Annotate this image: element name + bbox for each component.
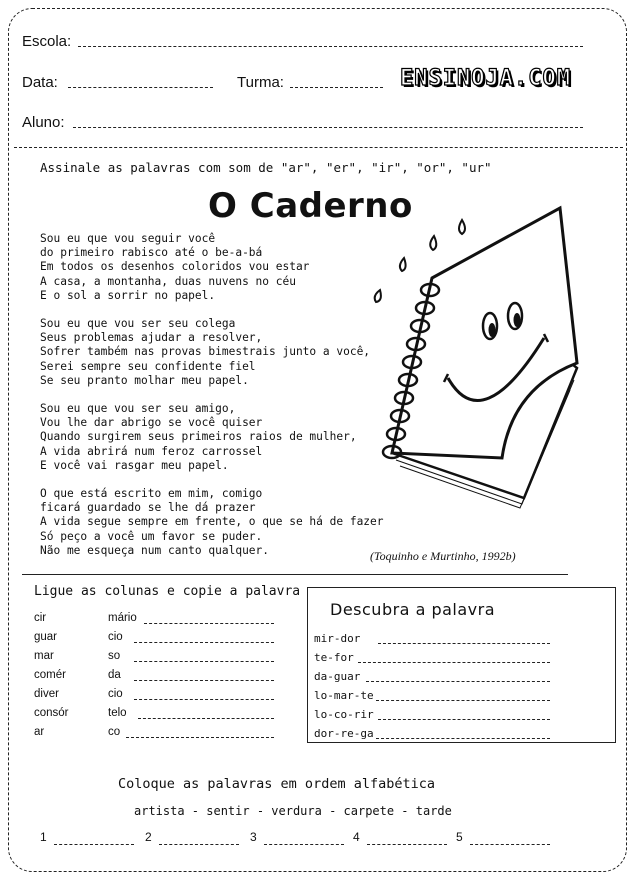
poem-line: Sofrer também nas provas bimestrais junto a você, — [40, 345, 371, 359]
descubra-answer-line[interactable] — [358, 662, 550, 663]
header-divider — [14, 147, 623, 148]
alfabetica-answer-line[interactable] — [470, 844, 550, 845]
ligue-right-column — [108, 612, 137, 745]
smiling-notebook-illustration — [352, 198, 582, 518]
data-field[interactable] — [68, 87, 213, 88]
poem-line: Em todos os desenhos coloridos vou estar — [40, 260, 310, 274]
ligue-right-item: mário — [108, 612, 137, 624]
poem-line: E o sol a sorrir no papel. — [40, 288, 216, 302]
descubra-item: te-for — [314, 651, 354, 664]
ligue-answer-line[interactable] — [126, 737, 274, 738]
descubra-item: lo-mar-te — [314, 689, 374, 702]
ligue-title: Ligue as colunas e copie a palavra — [34, 584, 301, 599]
descubra-title: Descubra a palavra — [330, 600, 496, 619]
alfabetica-answer-line[interactable] — [159, 844, 239, 845]
ligue-right-item: cio — [108, 688, 123, 700]
poem-body — [40, 232, 384, 572]
poem-line: E você vai rasgar meu papel. — [40, 458, 229, 472]
poem-line: Sou eu que vou ser seu colega — [40, 317, 236, 331]
ligue-left-item: mar — [34, 650, 54, 662]
answer-number: 1 — [40, 830, 47, 844]
poem-credit: (Toquinho e Murtinho, 1992b) — [370, 549, 516, 563]
poem-line: Vou lhe dar abrigo se você quiser — [40, 416, 263, 430]
poem-line: A vida abrirá num feroz carrossel — [40, 444, 263, 458]
turma-field[interactable] — [290, 87, 383, 88]
descubra-item: lo-co-rir — [314, 708, 374, 721]
poem-line: Sou eu que vou ser seu amigo, — [40, 402, 236, 416]
poem-line: A vida segue sempre em frente, o que se há de fazer — [40, 515, 384, 529]
descubra-answer-line[interactable] — [376, 738, 550, 739]
poem-line: ficará guardado se lhe dá prazer — [40, 501, 256, 515]
section-divider — [22, 574, 568, 575]
ligue-answer-line[interactable] — [138, 718, 274, 719]
poem-line: Só peço a você um favor se puder. — [40, 529, 263, 543]
ligue-left-item: consór — [34, 707, 69, 719]
poem-line: O que está escrito em mim, comigo — [40, 487, 263, 501]
escola-label: Escola: — [22, 33, 72, 50]
poem-title: O Caderno — [208, 186, 413, 226]
poem-line: Quando surgirem seus primeiros raios de mulher, — [40, 430, 357, 444]
ligue-left-item: comér — [34, 669, 66, 681]
descubra-item: da-guar — [314, 670, 361, 683]
poem-stanza — [40, 232, 384, 303]
descubra-item: dor-re-ga — [314, 727, 374, 740]
ligue-left-item: cir — [34, 612, 47, 624]
descubra-list — [314, 632, 374, 746]
poem-stanza — [40, 402, 384, 473]
descubra-answer-line[interactable] — [378, 643, 550, 644]
ligue-right-item: telo — [108, 707, 127, 719]
alfabetica-answer-line[interactable] — [264, 844, 344, 845]
alfabetica-words: artista - sentir - verdura - carpete - tarde — [134, 804, 452, 818]
poem-line: Seus problemas ajudar a resolver, — [40, 331, 263, 345]
escola-field[interactable] — [78, 46, 583, 47]
answer-number: 5 — [456, 830, 463, 844]
ligue-right-item: so — [108, 650, 121, 662]
answer-number: 2 — [145, 830, 152, 844]
ligue-answer-line[interactable] — [134, 642, 274, 643]
ligue-left-column — [34, 612, 69, 745]
ligue-answer-line[interactable] — [134, 680, 274, 681]
poem-line: A casa, a montanha, duas nuvens no céu — [40, 274, 296, 288]
aluno-field[interactable] — [73, 127, 583, 128]
descubra-answer-line[interactable] — [366, 681, 550, 682]
ligue-answer-line[interactable] — [134, 661, 274, 662]
ligue-left-item: ar — [34, 726, 45, 738]
ligue-answer-line[interactable] — [134, 699, 274, 700]
ligue-answer-line[interactable] — [144, 623, 274, 624]
ensinoja-logo: ENSINOJA.COM — [400, 66, 571, 91]
poem-stanza — [40, 487, 384, 558]
answer-number: 3 — [250, 830, 257, 844]
ligue-right-item: co — [108, 726, 121, 738]
poem-line: Sou eu que vou seguir você — [40, 232, 216, 245]
alfabetica-answer-line[interactable] — [54, 844, 134, 845]
alfabetica-answer-line[interactable] — [367, 844, 447, 845]
ligue-right-item: cio — [108, 631, 123, 643]
poem-line: Serei sempre seu confidente fiel — [40, 359, 256, 373]
poem-line: do primeiro rabisco até o be-a-bá — [40, 246, 263, 260]
answer-number: 4 — [353, 830, 360, 844]
data-label: Data: — [22, 74, 58, 91]
aluno-label: Aluno: — [22, 114, 65, 131]
poem-stanza — [40, 317, 384, 388]
turma-label: Turma: — [237, 74, 284, 91]
ligue-left-item: diver — [34, 688, 59, 700]
descubra-answer-line[interactable] — [378, 719, 550, 720]
instruction-text: Assinale as palavras com som de "ar", "er", "ir", "or", "ur" — [40, 160, 492, 175]
descubra-answer-line[interactable] — [376, 700, 550, 701]
ligue-left-item: guar — [34, 631, 58, 643]
poem-line: Se seu pranto molhar meu papel. — [40, 373, 249, 387]
poem-line: Não me esqueça num canto qualquer. — [40, 543, 270, 557]
ligue-right-item: da — [108, 669, 121, 681]
alfabetica-title: Coloque as palavras em ordem alfabética — [118, 776, 435, 792]
descubra-item: mir-dor — [314, 632, 361, 645]
